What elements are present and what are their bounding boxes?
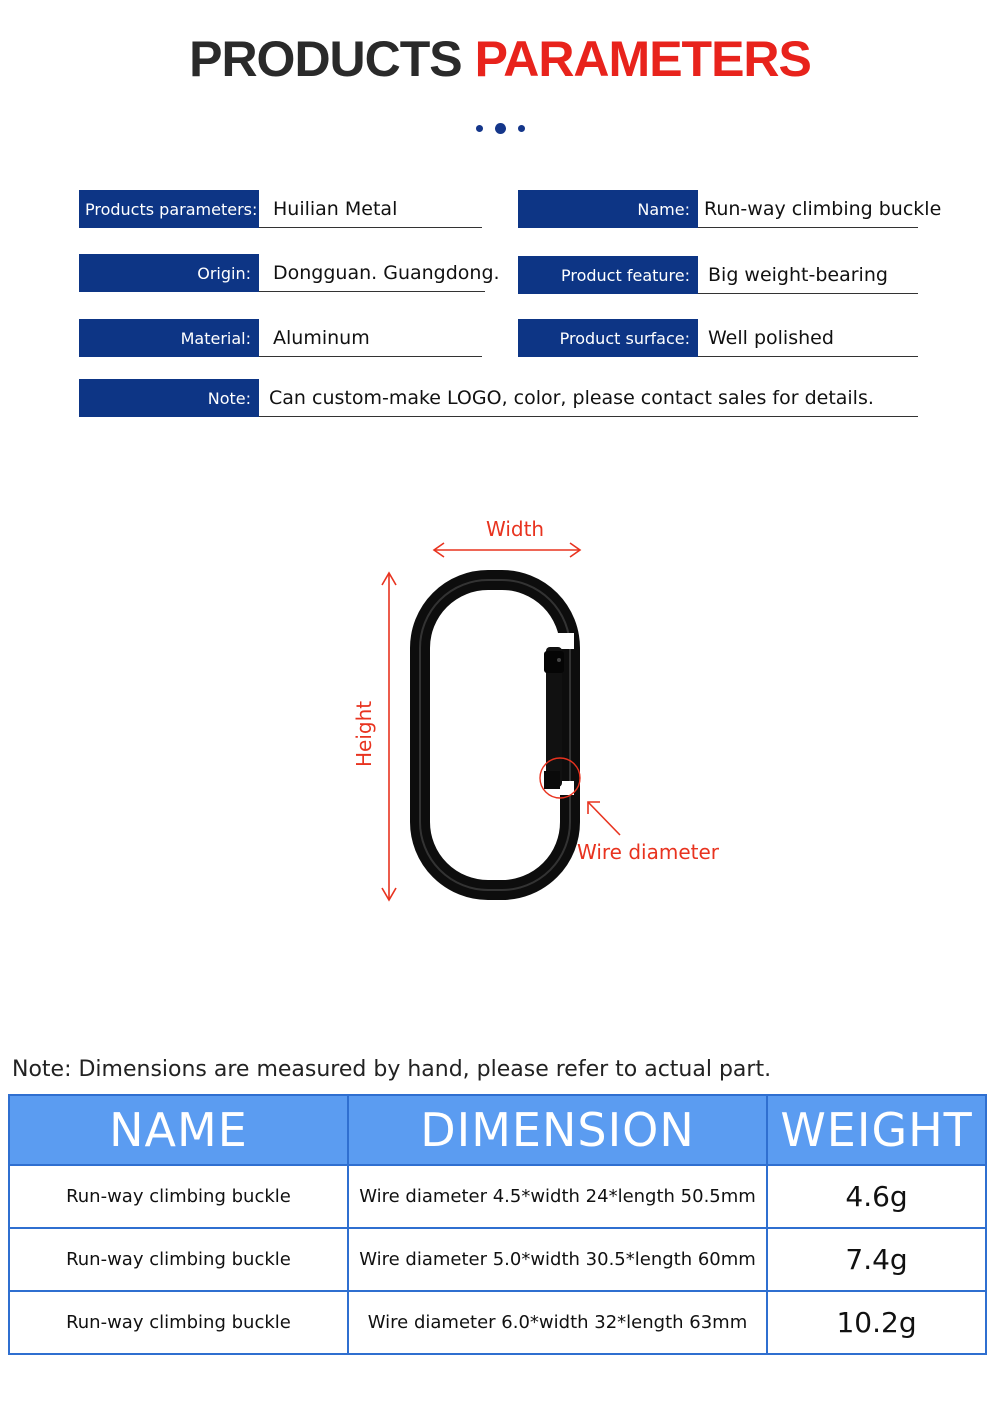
title-part-1: PRODUCTS	[189, 31, 462, 87]
param-value: Dongguan. Guangdong.	[259, 254, 485, 292]
product-dimension-diagram	[330, 505, 750, 925]
dot-icon	[518, 125, 525, 132]
cell-weight: 7.4g	[767, 1228, 986, 1291]
width-label: Width	[486, 517, 545, 541]
page-title	[0, 30, 1000, 88]
param-label: Origin:	[79, 254, 259, 292]
param-label: Product feature:	[518, 256, 698, 294]
param-product-surface	[518, 319, 918, 357]
param-value: Well polished	[698, 319, 918, 357]
param-product-feature	[518, 256, 918, 294]
param-label: Product surface:	[518, 319, 698, 357]
param-label: Name:	[518, 190, 698, 228]
cell-name: Run-way climbing buckle	[9, 1165, 348, 1228]
carabiner-image	[420, 580, 574, 890]
param-note	[79, 379, 918, 417]
cell-dimension: Wire diameter 4.5*width 24*length 50.5mm	[348, 1165, 767, 1228]
param-value: Huilian Metal	[259, 190, 482, 228]
cell-name: Run-way climbing buckle	[9, 1228, 348, 1291]
param-origin	[79, 254, 500, 292]
cell-dimension: Wire diameter 5.0*width 30.5*length 60mm	[348, 1228, 767, 1291]
dimension-note: Note: Dimensions are measured by hand, please refer to actual part.	[12, 1057, 772, 1082]
height-label: Height	[352, 700, 376, 767]
param-value: Run-way climbing buckle	[698, 190, 918, 228]
width-arrow-icon	[434, 543, 580, 557]
cell-weight: 4.6g	[767, 1165, 986, 1228]
param-products-parameters	[79, 190, 482, 228]
dot-icon	[495, 123, 506, 134]
table-row	[9, 1165, 986, 1228]
dot-icon	[476, 125, 483, 132]
title-part-2: PARAMETERS	[474, 31, 811, 87]
cell-name: Run-way climbing buckle	[9, 1291, 348, 1354]
table-row	[9, 1291, 986, 1354]
param-value: Can custom-make LOGO, color, please contact sales for details.	[259, 379, 918, 417]
column-header-dimension: DIMENSION	[348, 1095, 767, 1165]
cell-weight: 10.2g	[767, 1291, 986, 1354]
decorative-dots	[0, 120, 1000, 138]
column-header-weight: WEIGHT	[767, 1095, 986, 1165]
param-label: Material:	[79, 319, 259, 357]
param-label: Note:	[79, 379, 259, 417]
column-header-name: NAME	[9, 1095, 348, 1165]
dimension-table	[8, 1094, 987, 1355]
param-value: Aluminum	[259, 319, 482, 357]
param-value: Big weight-bearing	[698, 256, 918, 294]
height-arrow-icon	[382, 573, 396, 900]
table-header-row	[9, 1095, 986, 1165]
cell-dimension: Wire diameter 6.0*width 32*length 63mm	[348, 1291, 767, 1354]
wire-diameter-arrow-icon	[588, 802, 620, 835]
param-label: Products parameters:	[79, 190, 259, 228]
param-material	[79, 319, 482, 357]
table-row	[9, 1228, 986, 1291]
param-name	[518, 190, 942, 228]
wire-diameter-label: Wire diameter	[577, 840, 720, 864]
